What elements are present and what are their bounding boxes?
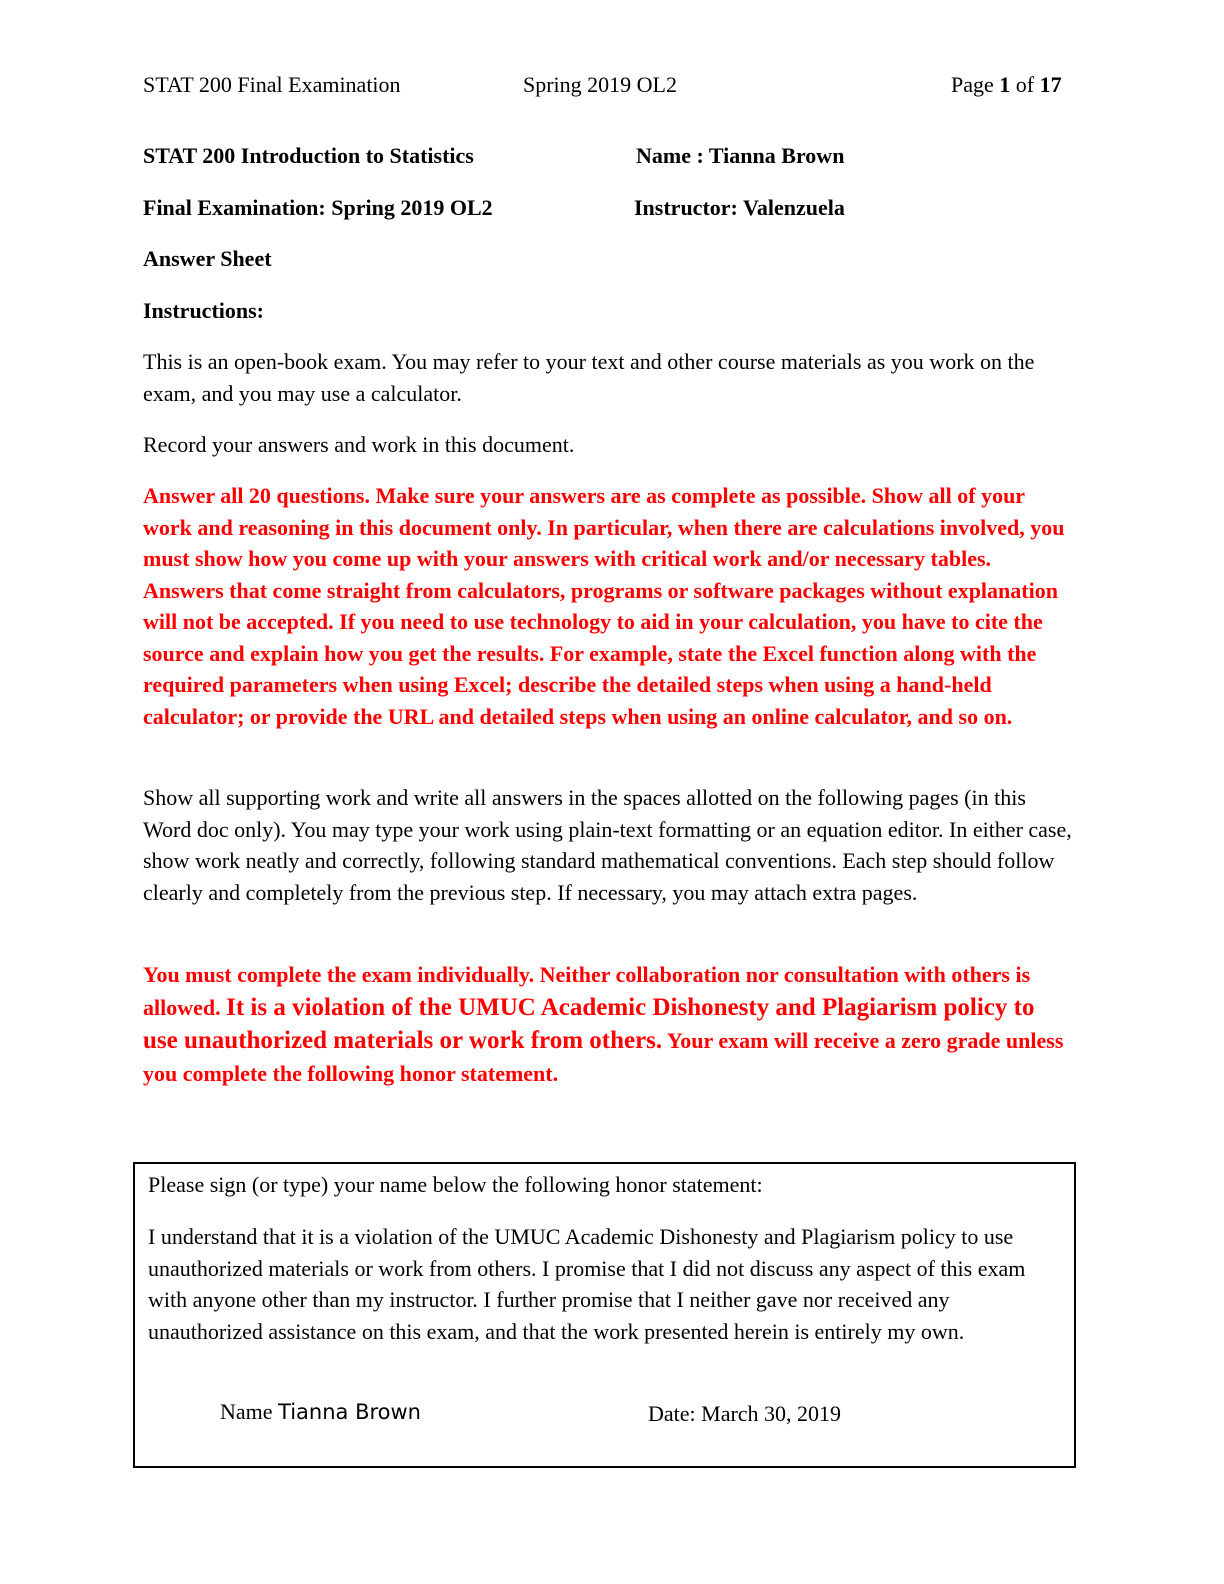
- page-of: of: [1010, 72, 1040, 97]
- signature-date: Date: March 30, 2019: [648, 1401, 842, 1426]
- individual-work-warning-c: Your exam will receive a zero grade unless you complete the following honor statement.: [143, 1028, 1064, 1086]
- individual-work-warning-b: It is a violation of the UMUC Academic Dishonesty and Plagiarism policy to use unauthorized materials or work from others.: [143, 994, 1035, 1054]
- individual-work-warning: [143, 958, 1073, 1090]
- answer-all-warning: Answer all 20 questions. Make sure your answers are as complete as possible. Show all of your work and reasoning in this document only. In particular, when there are calculations involved, you must show how you come up with your answers with critical work and/or necessary tables. Answers that come straight from calculators, programs or software packages without explanation will not be accepted. If you need to use technology to aid in your calculation, you have to cite the source and explain how you get the results. For example, state the Excel function along with the required parameters when using Excel; describe the detailed steps when using a hand-held calculator; or provide the URL and detailed steps when using an online calculator, and so on.: [143, 483, 1065, 729]
- course-title: STAT 200 Introduction to Statistics: [143, 143, 474, 168]
- individual-work-warning-a: You must complete the exam individually. Neither collaboration nor consultation with others is allowed.: [143, 962, 1031, 1020]
- exam-title: Final Examination: Spring 2019 OL2: [143, 195, 493, 220]
- page-number: [951, 72, 1062, 98]
- page-prefix: Page: [951, 72, 1000, 97]
- header-title: STAT 200 Final Examination: [143, 72, 401, 97]
- page-current: 1: [999, 72, 1011, 97]
- signature-line: [220, 1399, 421, 1425]
- signature-name: Tianna Brown: [278, 1400, 421, 1424]
- honor-statement: I understand that it is a violation of the UMUC Academic Dishonesty and Plagiarism policy to use unauthorized materials or work from others. I promise that I did not discuss any aspect of this exam with anyone other than my instructor. I further promise that I neither gave nor received any unauthorized assistance on this exam, and that the work presented herein is entirely my own.: [148, 1224, 1026, 1344]
- instructor-name: Instructor: Valenzuela: [634, 195, 845, 220]
- signature-label: Name: [220, 1399, 279, 1424]
- honor-prompt: Please sign (or type) your name below the following honor statement:: [148, 1172, 763, 1197]
- instructions-heading: Instructions:: [143, 298, 265, 323]
- record-answers-paragraph: Record your answers and work in this document.: [143, 432, 575, 457]
- show-work-paragraph: Show all supporting work and write all answers in the spaces allotted on the following pages (in this Word doc only). You may type your work using plain-text formatting or an equation editor. In either case, show work neatly and correctly, following standard mathematical conventions. Each step should follow clearly and completely from the previous step. If necessary, you may attach extra pages.: [143, 785, 1072, 905]
- answer-sheet-heading: Answer Sheet: [143, 246, 272, 271]
- honor-statement-box: [133, 1162, 1076, 1468]
- page-total: 17: [1039, 72, 1062, 97]
- student-name: Name : Tianna Brown: [636, 143, 845, 168]
- header-term: Spring 2019 OL2: [523, 72, 677, 97]
- open-book-paragraph: This is an open-book exam. You may refer to your text and other course materials as you work on the exam, and you may use a calculator.: [143, 349, 1035, 406]
